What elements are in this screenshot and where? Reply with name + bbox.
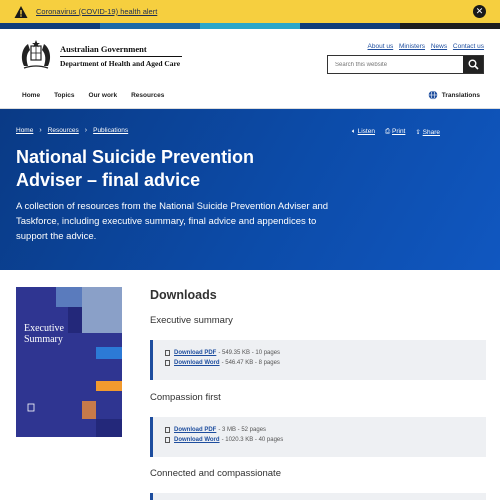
breadcrumb-publications[interactable]: Publications	[93, 127, 129, 134]
page-description: A collection of resources from the National Suicide Prevention Adviser and Taskforce, including executive summary, final advice and appendices to support the advice.	[16, 201, 329, 242]
document-icon	[165, 427, 170, 433]
chevron-right-icon: ›	[39, 127, 42, 134]
downloads-heading: Downloads	[150, 288, 217, 302]
cover-title-line2: Summary	[24, 334, 63, 345]
section-title: Executive summary	[150, 315, 233, 326]
search-icon	[468, 59, 479, 70]
download-item	[165, 437, 283, 443]
download-item	[165, 427, 266, 433]
utility-links	[364, 43, 484, 50]
printer-icon: ⎙	[384, 128, 391, 135]
close-icon[interactable]: ✕	[473, 5, 486, 18]
download-word-link[interactable]: Download Word	[174, 437, 220, 443]
translations-label: Translations	[441, 91, 480, 99]
publication-cover-image	[16, 287, 122, 437]
share-button[interactable]	[415, 128, 440, 136]
print-button[interactable]	[385, 128, 405, 136]
nav-our-work[interactable]: Our work	[88, 92, 118, 99]
site-header	[0, 29, 500, 79]
globe-icon	[428, 90, 438, 100]
warning-icon	[14, 5, 28, 19]
contact-us-link[interactable]: Contact us	[452, 43, 484, 50]
department-name: Department of Health and Aged Care	[60, 59, 181, 68]
speaker-icon: 🔈︎	[351, 128, 356, 135]
gov-name: Australian Government	[60, 44, 182, 57]
section-title: Connected and compassionate	[150, 468, 281, 479]
section-title: Compassion first	[150, 392, 221, 403]
page-hero	[0, 109, 500, 270]
share-label: Share	[422, 129, 440, 136]
main-nav	[0, 79, 500, 109]
gov-logo[interactable]	[16, 38, 182, 72]
download-box	[150, 493, 486, 500]
nav-resources[interactable]: Resources	[131, 92, 165, 99]
file-meta: - 1020.3 KB - 40 pages	[221, 437, 284, 443]
cover-title-line1: Executive	[24, 323, 64, 334]
search-button[interactable]	[463, 56, 483, 73]
file-meta: - 549.35 KB - 10 pages	[218, 350, 281, 356]
crest-icon	[24, 403, 38, 413]
download-pdf-link[interactable]: Download PDF	[174, 350, 217, 356]
breadcrumb-home[interactable]: Home	[16, 127, 34, 134]
alert-link[interactable]: Coronavirus (COVID-19) health alert	[36, 7, 158, 16]
news-link[interactable]: News	[430, 43, 448, 50]
document-icon	[165, 350, 170, 356]
share-icon: ⇪	[415, 129, 421, 136]
download-pdf-link[interactable]: Download PDF	[174, 427, 217, 433]
listen-label: Listen	[357, 128, 375, 135]
chevron-right-icon: ›	[84, 127, 88, 134]
ministers-link[interactable]: Ministers	[399, 43, 426, 50]
listen-button[interactable]	[352, 128, 375, 136]
document-icon	[165, 360, 170, 366]
download-item	[165, 350, 280, 356]
nav-home[interactable]: Home	[22, 92, 41, 99]
breadcrumb	[16, 127, 128, 134]
search-box	[327, 55, 484, 74]
coat-of-arms-icon	[16, 38, 56, 72]
print-label: Print	[392, 128, 406, 135]
about-us-link[interactable]: About us	[367, 43, 394, 50]
nav-topics[interactable]: Topics	[54, 92, 75, 99]
search-input[interactable]	[328, 56, 463, 73]
translations-button[interactable]	[428, 90, 480, 100]
download-box	[150, 340, 486, 380]
alert-bar	[0, 0, 500, 23]
page-title: National Suicide Prevention Adviser – final advice	[16, 147, 255, 190]
breadcrumb-resources[interactable]: Resources	[47, 127, 79, 134]
file-meta: - 546.47 KB - 8 pages	[221, 360, 280, 366]
download-item	[165, 360, 280, 366]
document-icon	[165, 437, 170, 443]
file-meta: - 3 MB - 52 pages	[218, 427, 267, 433]
cover-title	[24, 323, 64, 345]
page-actions	[352, 128, 440, 136]
download-box	[150, 417, 486, 457]
download-word-link[interactable]: Download Word	[174, 360, 220, 366]
